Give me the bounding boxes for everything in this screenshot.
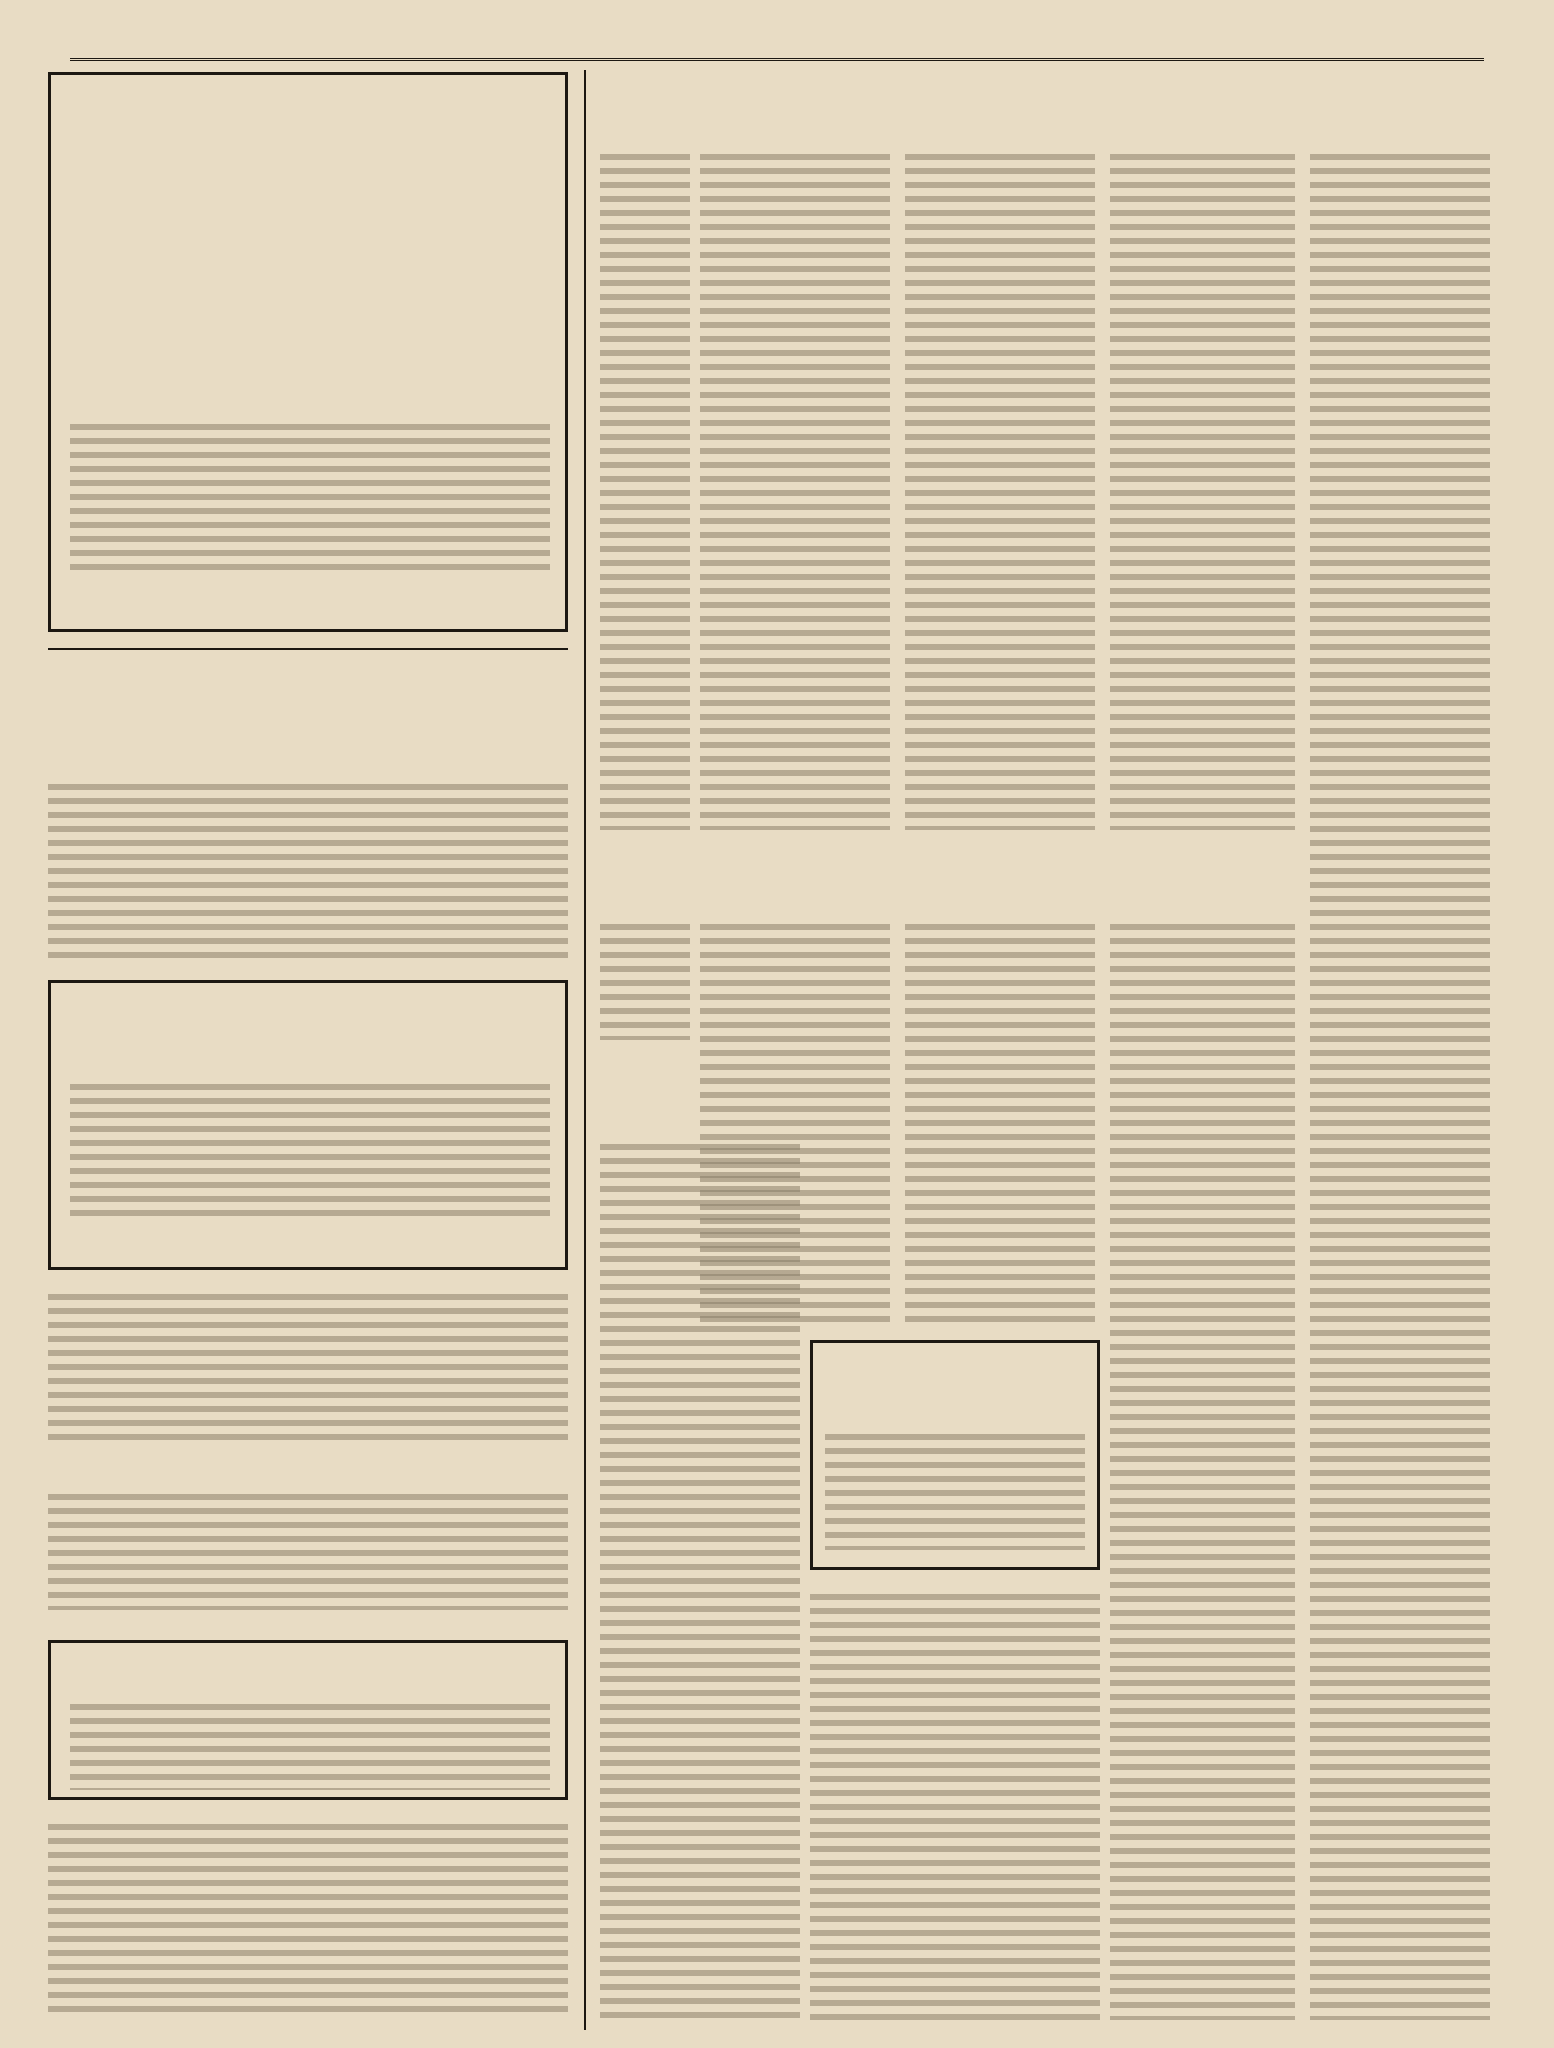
assassination-box-text [825, 1430, 1085, 1550]
condolence-text [70, 1700, 550, 1790]
column-rule [584, 70, 586, 2030]
pearl-ad-body-text [70, 1080, 550, 1220]
main-story-column-4 [700, 150, 890, 830]
main-story-column-2 [1110, 150, 1295, 830]
sports-top-rule [48, 648, 568, 650]
sports-body-text [48, 780, 568, 960]
pm-speech-column-1 [1110, 920, 1295, 2020]
main-story-column-5 [600, 150, 690, 830]
main-story-column-1 [1310, 150, 1490, 2020]
lower-left-text [48, 1820, 568, 2020]
book-ad-body-text [70, 420, 550, 570]
side-story-column [600, 920, 690, 1040]
small-ads-text [48, 1290, 568, 1440]
pm-speech-column-2 [905, 920, 1095, 1330]
lower-center-column [810, 1590, 1100, 2020]
main-story-column-3 [905, 150, 1095, 830]
masthead [70, 18, 1484, 61]
hajj-column-1 [600, 1140, 800, 2020]
industry-notice-text [48, 1490, 568, 1610]
